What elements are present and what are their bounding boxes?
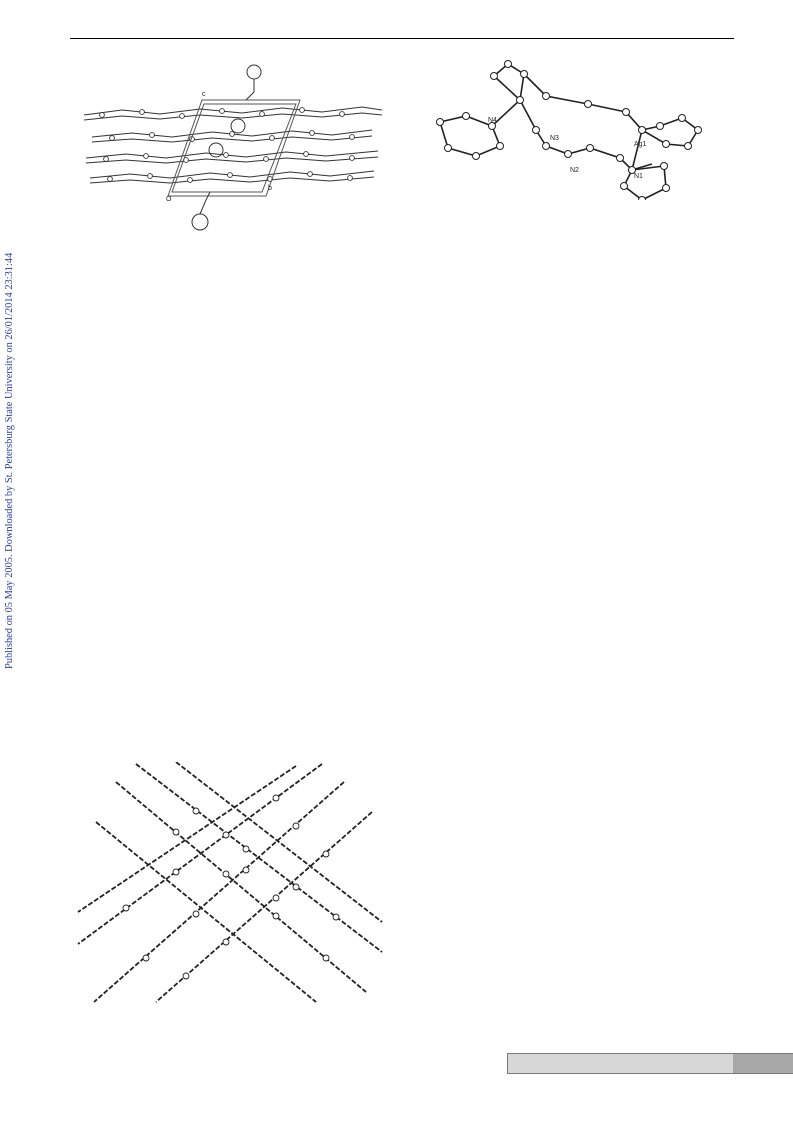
- footer-bar-light: [507, 1053, 734, 1074]
- atom-label-n2: N2: [570, 167, 579, 174]
- atom-label-n4: N4: [488, 117, 497, 124]
- packing-figure: [82, 60, 386, 240]
- publication-note-text: Published on 05 May 2005. Downloaded by St. Petersburg State University on 26/01/2014 23:31:44: [4, 252, 15, 669]
- atom-label-n1: N1: [634, 173, 643, 180]
- molecule-figure: [420, 60, 716, 200]
- publication-note: [4, 244, 20, 669]
- axis-label-origin: O: [166, 196, 172, 203]
- atom-label-n3: N3: [550, 135, 559, 142]
- axis-label-b: b: [268, 185, 272, 192]
- atom-label-ag1: Ag1: [634, 141, 647, 148]
- network-figure: [76, 762, 384, 1004]
- footer-bar: [507, 1053, 793, 1074]
- axis-label-c: c: [202, 91, 206, 98]
- footer-bar-dark: [733, 1053, 793, 1074]
- header-rule: [70, 38, 734, 39]
